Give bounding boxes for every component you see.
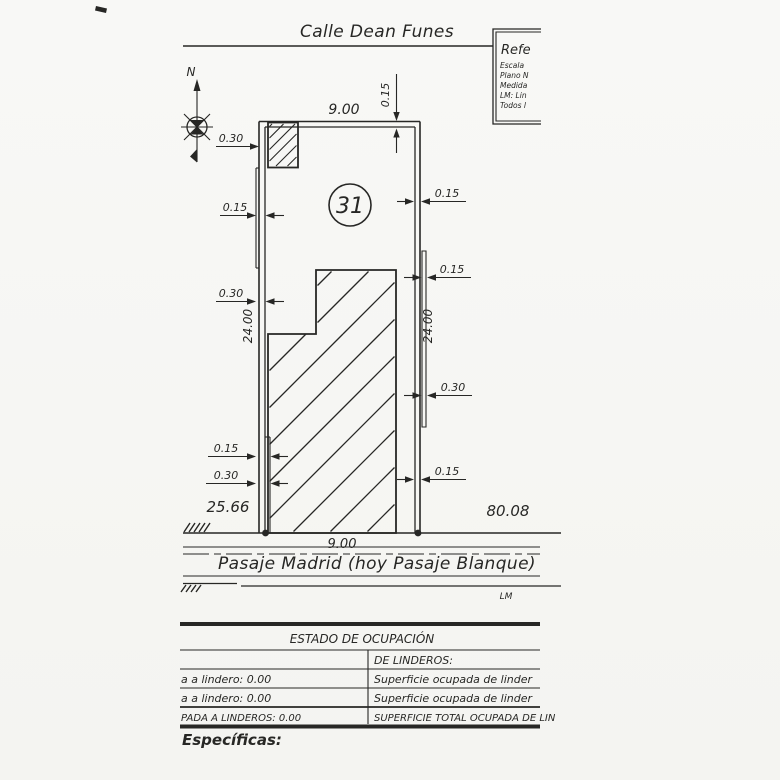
compass-tail xyxy=(190,149,197,163)
references-line: Plano N xyxy=(500,71,529,80)
hatch-line xyxy=(380,320,395,335)
distance-left-label: 25.66 xyxy=(206,498,250,516)
parcel-number-label: 31 xyxy=(336,194,364,219)
hatch-line xyxy=(270,394,395,519)
hatch-line xyxy=(270,334,381,445)
references-title: Refe xyxy=(501,43,531,58)
dim-right: 0.15 xyxy=(434,187,460,200)
hatch-line xyxy=(343,283,395,335)
table-cell: a a lindero: 0.00 xyxy=(181,692,272,705)
street-top-label: Calle Dean Funes xyxy=(299,22,455,42)
table-cell: a a lindero: 0.00 xyxy=(181,673,272,686)
street-bottom-label: Pasaje Madrid (hoy Pasaje Blanque) xyxy=(218,554,536,574)
hatch-line xyxy=(276,146,297,167)
dimensions-left xyxy=(206,132,288,516)
main-built-area-hatch xyxy=(270,272,395,532)
hatch-line xyxy=(288,157,297,166)
street-top xyxy=(183,22,493,46)
dim-front-top: 9.00 xyxy=(328,102,360,118)
table-footnote: Específicas: xyxy=(182,731,282,749)
scan-artifact xyxy=(95,6,107,13)
parcel-number xyxy=(329,184,371,226)
hatch-line xyxy=(270,334,344,408)
street-bottom xyxy=(181,523,561,602)
north-label: N xyxy=(186,65,196,79)
lm-label: LM xyxy=(499,592,513,602)
hatch-line xyxy=(368,505,395,532)
hatch-line xyxy=(270,124,273,127)
small-built-area-hatch xyxy=(270,124,297,166)
table-title: ESTADO DE OCUPACIÓN xyxy=(289,632,435,646)
dim-depth-left: 24.00 xyxy=(241,308,255,344)
compass xyxy=(181,65,213,163)
dim-right: 0.15 xyxy=(434,465,460,478)
references-line: Escala xyxy=(500,61,525,70)
references-box xyxy=(493,29,541,124)
hatch-line xyxy=(318,272,369,323)
table-cell: Superficie ocupada de linder xyxy=(374,692,532,705)
dim-depth-right: 24.00 xyxy=(421,308,435,344)
dimensions-right xyxy=(397,187,529,520)
hatch-line xyxy=(270,334,307,371)
distance-right-label: 80.08 xyxy=(486,502,530,520)
hatch-line xyxy=(270,134,297,161)
north-arrowhead xyxy=(194,79,201,91)
parcel-outline xyxy=(256,122,426,537)
dim-wall-top: 0.15 xyxy=(379,82,392,108)
hatch-line xyxy=(294,431,395,532)
references-line: Todos l xyxy=(500,101,526,110)
hatch-line xyxy=(318,272,332,286)
table-cell: Superficie ocupada de linder xyxy=(374,673,532,686)
dim-left: 0.15 xyxy=(222,201,248,214)
table-cell: SUPERFICIE TOTAL OCUPADA DE LIN xyxy=(374,713,556,724)
hatch-line xyxy=(331,468,395,532)
dim-front-bottom: 9.00 xyxy=(327,537,357,552)
hatch-line xyxy=(270,124,284,138)
dim-left: 0.15 xyxy=(213,442,239,455)
dim-right: 0.30 xyxy=(440,381,466,394)
table-col-header: DE LINDEROS: xyxy=(374,654,453,667)
references-line: LM: Lin xyxy=(500,91,527,100)
dim-right: 0.15 xyxy=(439,263,465,276)
dimensions-bottom xyxy=(328,537,357,552)
dim-left: 0.30 xyxy=(213,469,239,482)
built-structures xyxy=(268,123,396,534)
dimensions-top xyxy=(328,74,399,153)
dim-left: 0.30 xyxy=(218,132,244,145)
dim-left: 0.30 xyxy=(218,287,244,300)
table-cell: PADA A LINDEROS: 0.00 xyxy=(181,713,302,724)
references-line: Medida xyxy=(500,81,528,90)
occupation-table xyxy=(180,624,556,749)
hatch-line xyxy=(270,124,296,150)
hatch-line xyxy=(270,357,395,482)
